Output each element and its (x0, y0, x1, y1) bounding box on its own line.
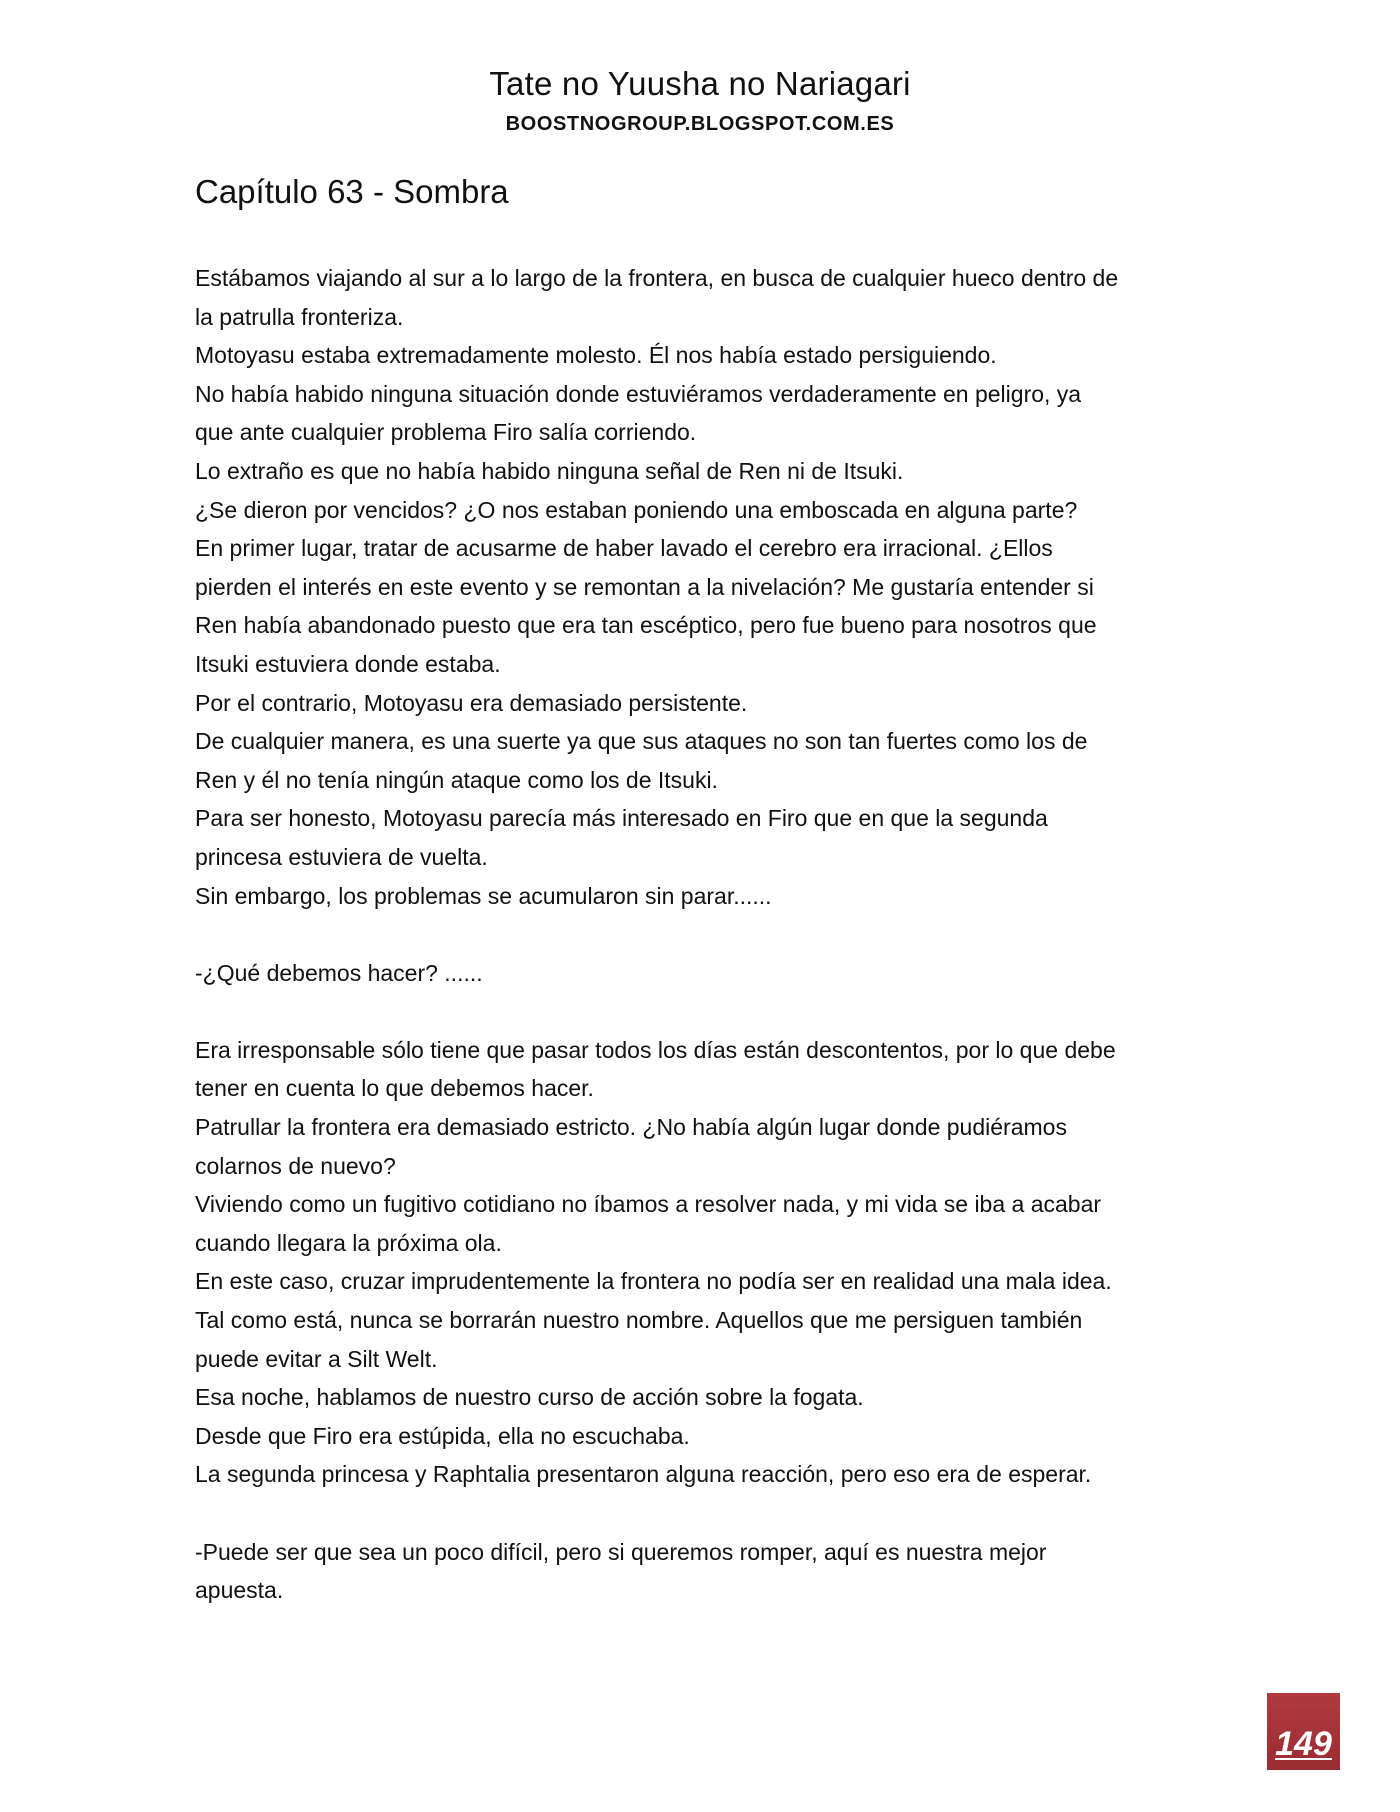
text-line: pierden el interés en este evento y se remontan a la nivelación? Me gustaría entender si (195, 573, 1094, 600)
text-line: Lo extraño es que no había habido ninguna señal de Ren ni de Itsuki. (195, 457, 904, 484)
text-line: Esa noche, hablamos de nuestro curso de acción sobre la fogata. (195, 1384, 864, 1411)
blank-line (195, 915, 1205, 954)
blank-line (195, 992, 1205, 1031)
text-line: En este caso, cruzar imprudentemente la frontera no podía ser en realidad una mala idea. (195, 1268, 1112, 1295)
text-line: En primer lugar, tratar de acusarme de haber lavado el cerebro era irracional. ¿Ellos (195, 535, 1053, 562)
text-line: Era irresponsable sólo tiene que pasar todos los días están descontentos, por lo que debe (195, 1036, 1116, 1063)
text-line: Ren había abandonado puesto que era tan escéptico, pero fue bueno para nosotros que (195, 612, 1097, 639)
chapter-body (195, 259, 1205, 1610)
text-line: cuando llegara la próxima ola. (195, 1229, 502, 1256)
text-line: Motoyasu estaba extremadamente molesto. Él nos había estado persiguiendo. (195, 342, 997, 369)
text-line: Desde que Firo era estúpida, ella no escuchaba. (195, 1422, 690, 1449)
text-line: Por el contrario, Motoyasu era demasiado persistente. (195, 689, 748, 716)
text-line: -Puede ser que sea un poco difícil, pero si queremos romper, aquí es nuestra mejor (195, 1538, 1047, 1565)
text-line: princesa estuviera de vuelta. (195, 843, 488, 870)
text-line: -¿Qué debemos hacer? ...... (195, 959, 483, 986)
text-line: Estábamos viajando al sur a lo largo de la frontera, en busca de cualquier hueco dentro de (195, 265, 1119, 291)
text-line: Para ser honesto, Motoyasu parecía más interesado en Firo que en que la segunda (195, 805, 1048, 832)
text-line: Itsuki estuviera donde estaba. (195, 650, 501, 677)
blank-line (195, 1494, 1205, 1533)
site-url: BOOSTNOGROUP.BLOGSPOT.COM.ES (505, 113, 895, 135)
text-line: Viviendo como un fugitivo cotidiano no íbamos a resolver nada, y mi vida se iba a acabar (195, 1191, 1102, 1218)
text-line: puede evitar a Silt Welt. (195, 1345, 438, 1372)
text-line: tener en cuenta lo que debemos hacer. (195, 1075, 594, 1102)
text-line: Sin embargo, los problemas se acumularon sin parar...... (195, 882, 772, 909)
chapter-title: Capítulo 63 - Sombra (195, 173, 509, 210)
text-line: apuesta. (195, 1577, 284, 1604)
text-line: colarnos de nuevo? (195, 1152, 396, 1179)
page-number-badge (1267, 1693, 1340, 1770)
text-line: Ren y él no tenía ningún ataque como los de Itsuki. (195, 766, 718, 793)
text-line: No había habido ninguna situación donde estuviéramos verdaderamente en peligro, ya (195, 380, 1082, 407)
text-line: De cualquier manera, es una suerte ya que sus ataques no son tan fuertes como los de (195, 728, 1088, 755)
text-line: La segunda princesa y Raphtalia presentaron alguna reacción, pero eso era de esperar. (195, 1461, 1092, 1488)
text-line: ¿Se dieron por vencidos? ¿O nos estaban poniendo una emboscada en alguna parte? (195, 496, 1078, 523)
text-line: que ante cualquier problema Firo salía corriendo. (195, 419, 697, 446)
page-number: 149 (1275, 1725, 1332, 1763)
text-line: Tal como está, nunca se borrarán nuestro nombre. Aquellos que me persiguen también (195, 1307, 1083, 1334)
page-header (0, 62, 1400, 138)
text-line: la patrulla fronteriza. (195, 303, 404, 330)
book-title: Tate no Yuusha no Nariagari (489, 65, 911, 102)
text-line: Patrullar la frontera era demasiado estricto. ¿No había algún lugar donde pudiéramos (195, 1114, 1067, 1141)
